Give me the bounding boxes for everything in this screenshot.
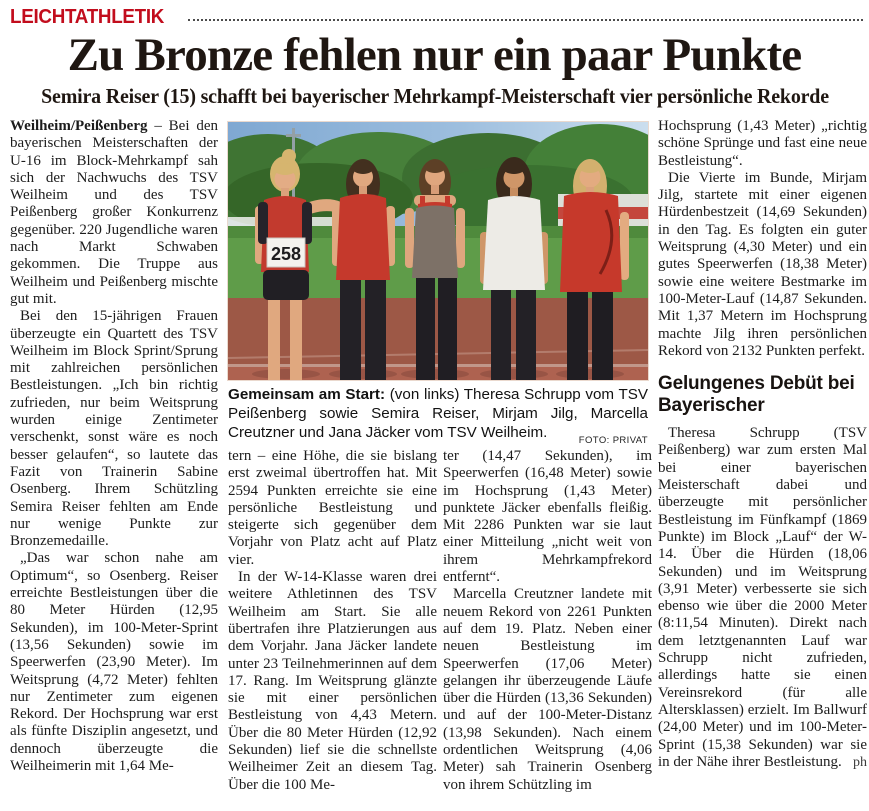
caption-lead: Gemeinsam am Start: bbox=[228, 386, 386, 403]
team-photo bbox=[228, 122, 648, 380]
paragraph-text: – Bei den bayerischen Meisterschaften der U-16 im Block-Mehrkampf sah sich der Nachwuchs des TSV Weilheim und des TSV Peißenberg großer Konkurrenz gegenüber. 220 Jugendliche waren nach Markt Schwaben gekommen. Die Truppe aus Weilheim und Peißenberg mischte gut mit. bbox=[10, 118, 218, 307]
photo-caption bbox=[228, 386, 648, 450]
article-paragraph bbox=[658, 425, 867, 771]
article-paragraph: Hochsprung (1,43 Meter) „richtig schöne Sprünge und fast eine neue Bestleistung“. bbox=[658, 118, 867, 169]
headline: Zu Bronze fehlen nur ein paar Punkte bbox=[67, 29, 802, 81]
article-paragraph: Marcella Creutzner landete mit neuem Rekord von 2261 Punkten auf dem 19. Platz. Neben einer neuen Bestleistung im Speerwerfen (17,06 Meter) gelangen ihr überzeugende Läufe über die Hürden (13,36 Sekunden) und auf der 100-Meter-Distanz (13,98 Sekunden). Nach einem ordentlichen Weitsprung (4,06 Meter) sah Trainerin Osenberg von ihrem Schützling im bbox=[443, 586, 652, 793]
subheadline: Semira Reiser (15) schafft bei bayerischer Mehrkampf-Meisterschaft vier persönliche Rekorde bbox=[40, 84, 829, 108]
article-paragraph bbox=[10, 118, 218, 308]
article-column-3 bbox=[443, 448, 652, 811]
article-paragraph: Die Vierte im Bunde, Mirjam Jilg, startete mit einer eigenen Hürdenbestzeit (14,69 Sekunden) in den Tag. Es folgten ein guter Weitsprung (4,30 Meter) und ein gutes Speerwerfen (18,38 Meter) sowie eine weitere Bestmarke im 100-Meter-Lauf (14,87 Sekunden. Mit 1,37 Metern im Hochsprung machte Jilg ihren persönlichen Rekord von 2132 Punkten perfekt. bbox=[658, 169, 867, 359]
team-photo-illustration bbox=[228, 122, 648, 380]
section-label: LEICHTATHLETIK bbox=[10, 6, 165, 28]
bib-number: 258 bbox=[270, 244, 302, 264]
caption-text: (von links) Theresa Schrupp vom TSV Peißenberg sowie Semira Reiser, Mirjam Jilg, Marcella Creutzner und Jana Jäcker vom TSV Weilheim. bbox=[228, 386, 649, 441]
author-initials: ph bbox=[853, 754, 867, 770]
photo-credit: FOTO: PRIVAT bbox=[578, 434, 648, 446]
paragraph-text: Theresa Schrupp (TSV Peißenberg) war zum ersten Mal bei einer bayerischen Meisterschaft dabei und überzeugte mit persönlicher Bestleistung im Fünfkampf (1869 Punkte) im Block „Lauf“ der W-14. Über die Hürden (18,06 Sekunden) und im Weitsprung (3,91 Meter) verbesserte sie sich ebenso wie über die 2000 Meter (8:11,54 Minuten). Direkt nach dem letztgenannten Lauf war Schrupp nicht zufrieden, allerdings hatte sie einen Vereinsrekord (für alle Altersklassen) erzielt. Im Ballwurf (24,00 Meter) und im 100-Meter-Sprint (15,38 Sekunden) war sie in der Nähe ihrer Bestleistung. bbox=[658, 425, 867, 770]
article-column-4 bbox=[658, 118, 867, 811]
kicker-dotted-rule bbox=[188, 19, 863, 21]
dateline-lead: Weilheim/Peißenberg bbox=[10, 118, 148, 134]
article-paragraph: „Das war schon nahe am Optimum“, so Osenberg. Reiser erreichte Bestleistungen über die 80 Meter Hürden (12,95 Sekunden), im 100-Meter-Sprint (13,56 Sekunden) sowie im Speerwerfen (23,90 Meter). Im Weitsprung (4,72 Meter) fehlten nur Zentimeter zum eigenen Rekord. Der Hochsprung war erst als fünfte Disziplin angesetzt, und dennoch überzeugte die Weilheimerin mit 1,64 Me- bbox=[10, 550, 218, 774]
article-paragraph: tern – eine Höhe, die sie bislang erst zweimal übertroffen hat. Mit 2594 Punkten erreichte sie eine persönliche Bestleistung und steigerte sich gegenüber dem Vorjahr von Platz acht auf Platz vier. bbox=[228, 448, 437, 568]
article-paragraph: In der W-14-Klasse waren drei weitere Athletinnen des TSV Weilheim am Start. Sie alle übertrafen ihre Platzierungen aus dem Vorjahr. Jana Jäcker landete unter 23 Teilnehmerinnen auf dem 17. Rang. Im Weitsprung glänzte sie mit einer persönlichen Bestleistung von 4,43 Metern. Über die 80 Meter Hürden (12,92 Sekunden) lief sie die schnellste Weilheimer Zeit an diesem Tag. Über die 100 Me- bbox=[228, 569, 437, 793]
article-subheading: Gelungenes Debüt bei Bayerischer bbox=[658, 373, 855, 417]
article-paragraph: ter (14,47 Sekunden), im Speerwerfen (16,48 Meter) sowie im Hochsprung (1,43 Meter) punktete Jäcker ebenfalls fleißig. Mit 2286 Punkten war sie laut einer Mitteilung „nicht weit von ihrem Mehrkampfrekord entfernt“. bbox=[443, 448, 652, 586]
article-column-1 bbox=[10, 118, 218, 811]
article-paragraph: Bei den 15-jährigen Frauen überzeugte ein Quartett des TSV Weilheim im Block Sprint/Sprung mit zahlreichen persönlichen Bestleistungen. „Ich bin richtig zufrieden, nur beim Weitsprung wurden einige Zentimeter verschenkt, sonst wäre es noch besser gelaufen“, so lautete das Fazit von Trainerin Sabine Osenberg. Ihrem Schützling Semira Reiser fehlten am Ende nur wenige Punkte zur Bronzemedaille. bbox=[10, 308, 218, 550]
section-kicker-row bbox=[10, 6, 863, 29]
article-column-2 bbox=[228, 448, 437, 811]
